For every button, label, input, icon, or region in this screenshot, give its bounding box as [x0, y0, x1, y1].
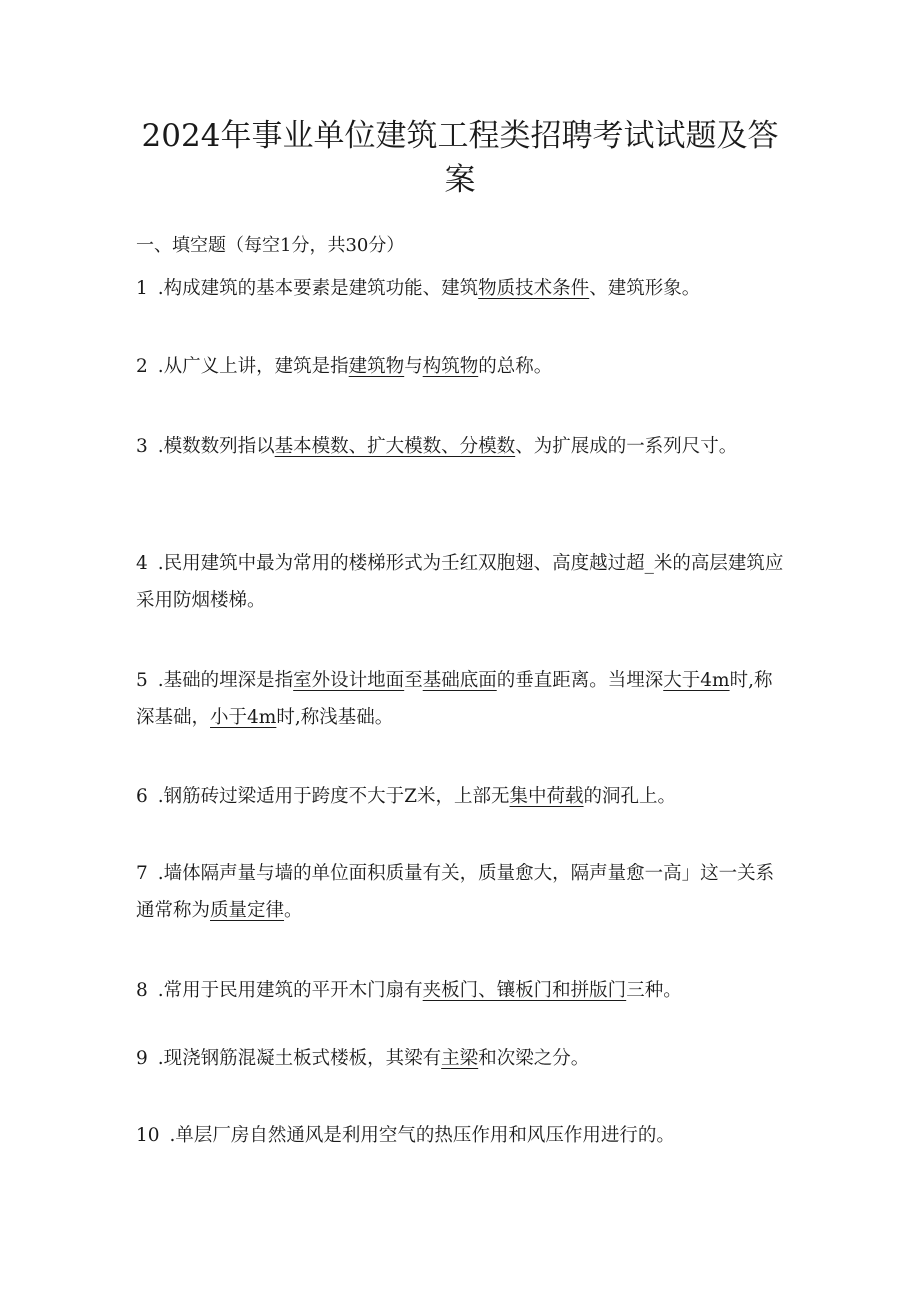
- question-number: 1: [136, 278, 148, 299]
- question-text: .单层厂房自然通风是利用空气的热压作用和风压作用进行的。: [169, 1125, 675, 1146]
- question-number: 7: [136, 863, 148, 884]
- answer-underlined: 质量定律: [210, 900, 285, 921]
- question-text: .现浇钢筋混凝土板式楼板，其梁有: [157, 1048, 442, 1069]
- question-text: 、为扩展成的一系列尺寸。: [515, 436, 738, 457]
- question-item: [136, 348, 786, 385]
- question-number: 9: [136, 1048, 148, 1069]
- question-item: [136, 1117, 786, 1154]
- question-number: 10: [136, 1125, 160, 1146]
- question-text: 时,称浅基础。: [276, 707, 394, 728]
- question-text: .墙体隔声量与墙的单位面积质量有关，质量愈大，隔声量愈一高」这一关系通常称为: [136, 863, 775, 921]
- question-number: 8: [136, 980, 148, 1001]
- question-number: 4: [136, 553, 148, 574]
- question-text: 的垂直距离。当埋深: [496, 670, 664, 691]
- answer-underlined: 基本模数、扩大模数、分模数: [274, 436, 516, 457]
- question-item: [136, 972, 786, 1009]
- question-text: 的总称。: [478, 356, 553, 377]
- question-item: [136, 428, 786, 465]
- question-item: [136, 662, 786, 736]
- question-number: 3: [136, 436, 148, 457]
- question-number: 6: [136, 786, 148, 807]
- question-text: 的洞孔上。: [583, 786, 677, 807]
- question-text: .民用建筑中最为常用的楼梯形式为壬红双胞翅、高度越过超_米的高层建筑应采用防烟楼梯。: [136, 553, 784, 611]
- question-number: 5: [136, 670, 148, 691]
- answer-underlined: 夹板门、镶板门和拼版门: [422, 980, 627, 1001]
- question-text: 、建筑形象。: [589, 278, 701, 299]
- question-text: 至: [404, 670, 423, 691]
- question-item: [136, 1040, 786, 1077]
- question-text: .模数数列指以: [157, 436, 275, 457]
- question-item: [136, 855, 786, 929]
- question-text: .基础的埋深是指: [157, 670, 294, 691]
- question-text: 三种。: [626, 980, 682, 1001]
- answer-underlined: 构筑物: [422, 356, 479, 377]
- question-item: [136, 545, 786, 619]
- question-text: 与: [404, 356, 423, 377]
- answer-underlined: 物质技术条件: [478, 278, 590, 299]
- question-number: 2: [136, 356, 148, 377]
- answer-underlined: 室外设计地面: [293, 670, 405, 691]
- answer-underlined: 主梁: [441, 1048, 479, 1069]
- question-item: [136, 270, 786, 307]
- answer-underlined: 集中荷载: [509, 786, 584, 807]
- question-text: .构成建筑的基本要素是建筑功能、建筑: [157, 278, 479, 299]
- question-text: 时,称深基础，: [136, 670, 773, 728]
- question-text: 和次梁之分。: [478, 1048, 590, 1069]
- answer-underlined: 基础底面: [422, 670, 497, 691]
- answer-underlined: 小于4m: [210, 707, 277, 728]
- answer-underlined: 大于4m: [663, 670, 730, 691]
- question-item: [136, 778, 786, 815]
- section-heading: 一、填空题（每空1分，共30分）: [136, 235, 405, 256]
- document-title: 2024年事业单位建筑工程类招聘考试试题及答案: [141, 118, 779, 198]
- answer-underlined: 建筑物: [348, 356, 405, 377]
- question-text: .钢筋砖过梁适用于跨度不大于Z米，上部无: [157, 786, 510, 807]
- question-text: 。: [284, 900, 303, 921]
- question-text: .常用于民用建筑的平开木门扇有: [157, 980, 423, 1001]
- question-text: .从广义上讲，建筑是指: [157, 356, 349, 377]
